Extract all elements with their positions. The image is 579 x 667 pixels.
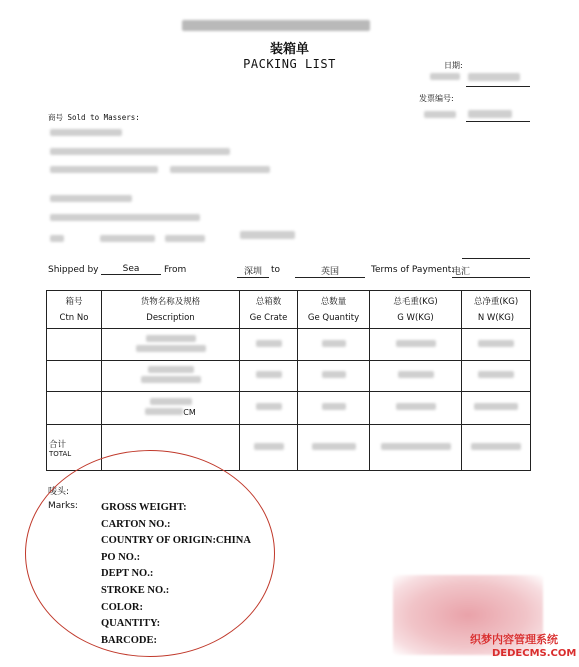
table-row (47, 392, 531, 425)
sold-to-line-6a (50, 235, 64, 242)
header-ge-quantity: 总数量 Ge Quantity (298, 291, 370, 329)
sold-to-label: 商号 Sold to Massers: (48, 113, 140, 122)
sold-to-line-6d (240, 231, 295, 239)
header-ctn-no: 箱号 Ctn No (47, 291, 102, 329)
document-title-en: PACKING LIST (243, 57, 336, 71)
marks-label-cn: 唛头: (48, 487, 70, 497)
document-title-cn: 装箱单 (269, 42, 309, 57)
row3-desc-suffix: CM (183, 408, 196, 417)
sold-to-line-1 (50, 129, 122, 136)
sold-to-line-4 (50, 195, 132, 202)
from-label: From (164, 265, 187, 275)
date-label: 日期: (444, 61, 463, 70)
to-label: to (271, 265, 281, 275)
from-value: 深圳 (237, 264, 269, 278)
mark-po-no: PO NO.: (101, 551, 141, 563)
total-label-en: TOTAL (49, 449, 72, 458)
packing-table (46, 290, 531, 471)
mark-country-of-origin: COUNTRY OF ORIGIN:CHINA (101, 535, 251, 547)
to-value: 英国 (295, 264, 365, 278)
header-gross-weight: 总毛重(KG) G W(KG) (370, 291, 462, 329)
sold-to-line-6b (100, 235, 155, 242)
terms-label: Terms of Payment: (371, 265, 455, 275)
mark-dept-no: DEPT NO.: (101, 568, 154, 580)
marks-circle-annotation (25, 450, 275, 657)
sold-to-line-3 (50, 166, 158, 173)
invoice-value-redacted (468, 110, 512, 118)
header-ge-crate: 总箱数 Ge Crate (240, 291, 298, 329)
mark-stroke-no: STROKE NO.: (101, 584, 170, 596)
mark-barcode: BARCODE: (101, 634, 158, 646)
watermark-en: DEDECMS.COM (492, 648, 577, 659)
date-line1-redacted (430, 73, 460, 80)
watermark-cn: 织梦内容管理系统 (470, 633, 558, 646)
header-description: 货物名称及规格 Description (102, 291, 240, 329)
invoice-underline (466, 121, 530, 122)
header-net-weight: 总净重(KG) N W(KG) (462, 291, 531, 329)
mark-quantity: QUANTITY: (101, 618, 161, 630)
invoice-line1-redacted (424, 111, 456, 118)
date-underline (466, 86, 530, 87)
table-row (47, 361, 531, 392)
total-label-cn: 合计 (49, 439, 67, 450)
terms-top-line (462, 258, 530, 259)
mark-gross-weight: GROSS WEIGHT: (101, 502, 187, 513)
table-row (47, 329, 531, 361)
mark-carton-no: CARTON NO.: (101, 518, 171, 530)
invoice-label: 发票编号: (419, 94, 454, 103)
sold-to-line-5 (50, 214, 200, 221)
mark-color: COLOR: (101, 601, 143, 613)
date-value-redacted (468, 73, 520, 81)
marks-label-en: Marks: (48, 501, 78, 511)
sold-to-line-3b (170, 166, 270, 173)
sold-to-line-2 (50, 148, 230, 155)
sold-to-line-6c (165, 235, 205, 242)
shipped-by-value: Sea (101, 264, 161, 275)
terms-value: 电汇 (452, 264, 530, 278)
table-header-row (47, 291, 531, 329)
company-name-redacted (182, 20, 370, 31)
shipped-by-label: Shipped by (48, 265, 99, 275)
